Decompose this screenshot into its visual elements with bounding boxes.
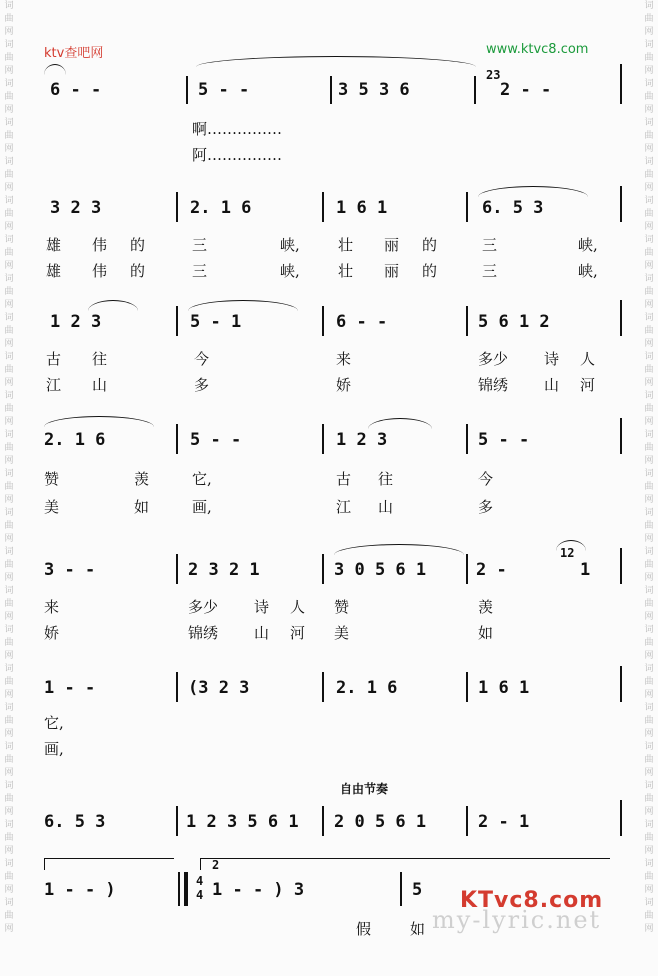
side-watermark-char: 曲 <box>644 716 654 726</box>
side-watermark-char: 网 <box>644 456 654 466</box>
side-watermark-char: 网 <box>644 261 654 271</box>
lyric-syllable: 如 <box>134 498 150 516</box>
slur <box>88 300 138 311</box>
slur <box>368 418 432 429</box>
measure-2: 5 - 1 <box>190 312 242 332</box>
barline <box>466 554 468 584</box>
barline <box>466 306 468 336</box>
side-watermark-char: 词 <box>644 820 654 830</box>
side-watermark-char: 网 <box>644 534 654 544</box>
side-watermark-char: 网 <box>4 729 14 739</box>
lyric-syllable: 往 <box>378 470 394 488</box>
side-watermark-char: 网 <box>4 924 14 934</box>
measure-1: 3 2 3 <box>50 198 102 218</box>
side-watermark-char: 网 <box>4 27 14 37</box>
side-watermark-char: 网 <box>4 534 14 544</box>
side-watermark-char: 网 <box>4 807 14 817</box>
side-watermark-char: 曲 <box>4 443 14 453</box>
lyric-syllable: 来 <box>336 350 352 368</box>
side-watermark-char: 词 <box>644 391 654 401</box>
measure-3: 2 0 5 6 1 <box>334 812 427 832</box>
side-watermark-char: 词 <box>4 313 14 323</box>
side-watermark-char: 网 <box>644 66 654 76</box>
side-watermark-char: 网 <box>644 495 654 505</box>
side-watermark-char: 网 <box>4 495 14 505</box>
side-watermark-char: 词 <box>4 508 14 518</box>
side-watermark-char: 曲 <box>4 326 14 336</box>
side-watermark-char: 词 <box>4 79 14 89</box>
side-watermark-char: 网 <box>644 690 654 700</box>
lyric-syllable: 多 <box>478 498 494 516</box>
measure-3: 3 0 5 6 1 <box>334 560 427 580</box>
tie-arc <box>44 416 154 427</box>
time-signature-bottom: 4 <box>196 888 204 902</box>
side-watermark-char: 曲 <box>644 365 654 375</box>
lyric-syllable: 锦绣 <box>478 376 509 394</box>
barline <box>176 306 178 336</box>
side-watermark-char: 词 <box>4 703 14 713</box>
barline <box>176 672 178 702</box>
lyric-syllable: 雄 <box>46 236 62 254</box>
measure-2: 5 - - <box>190 430 242 450</box>
side-watermark-char: 网 <box>644 417 654 427</box>
side-watermark-char: 网 <box>644 846 654 856</box>
lyric-syllable: 峡, <box>578 236 598 254</box>
lyric-syllable: 山 <box>92 376 108 394</box>
repeat-barline-thick <box>184 872 188 906</box>
time-signature-top: 4 <box>196 874 204 888</box>
lyric-syllable: 羡 <box>478 598 494 616</box>
side-watermark-char: 网 <box>4 690 14 700</box>
side-watermark-char: 网 <box>4 768 14 778</box>
faint-watermark: my-lyric.net <box>432 906 602 934</box>
lyric-syllable: 多 <box>194 376 210 394</box>
left-watermark-column <box>2 0 16 976</box>
lyric-syllable: 来 <box>44 598 60 616</box>
measure-4-end: 1 <box>580 560 591 580</box>
side-watermark-char: 词 <box>4 859 14 869</box>
side-watermark-char: 词 <box>644 742 654 752</box>
measure-3: 3 5 3 6 <box>338 80 410 100</box>
side-watermark-char: 曲 <box>644 911 654 921</box>
lyric-syllable: 它, <box>192 470 212 488</box>
tie-arc <box>188 300 298 311</box>
side-watermark-char: 词 <box>644 352 654 362</box>
lyric-syllable: 娇 <box>44 624 60 642</box>
side-watermark-char: 曲 <box>4 404 14 414</box>
measure-1: 6 - - <box>50 80 102 100</box>
bottom-logo: KTvc8.com <box>460 888 604 913</box>
side-watermark-char: 词 <box>644 313 654 323</box>
lyric-syllable: 三 <box>192 262 208 280</box>
side-watermark-char: 词 <box>644 274 654 284</box>
side-watermark-char: 曲 <box>644 443 654 453</box>
side-watermark-char: 词 <box>4 742 14 752</box>
side-watermark-char: 网 <box>4 183 14 193</box>
side-watermark-char: 网 <box>644 885 654 895</box>
side-watermark-char: 曲 <box>644 326 654 336</box>
side-watermark-char: 词 <box>4 820 14 830</box>
barline <box>620 64 622 104</box>
side-watermark-char: 网 <box>644 768 654 778</box>
barline <box>620 800 622 836</box>
watermark-left: ktv查吧网 <box>44 46 104 61</box>
side-watermark-char: 网 <box>644 222 654 232</box>
lyric-syllable: 河 <box>580 376 596 394</box>
lyric-syllable: 画, <box>192 498 212 516</box>
volta-bracket-1-end <box>44 858 45 870</box>
side-watermark-char: 网 <box>4 846 14 856</box>
lyric-syllable: 古 <box>46 350 62 368</box>
barline <box>620 666 622 702</box>
side-watermark-char: 网 <box>4 144 14 154</box>
side-watermark-char: 曲 <box>4 599 14 609</box>
barline <box>322 554 324 584</box>
side-watermark-char: 曲 <box>4 482 14 492</box>
side-watermark-char: 网 <box>644 924 654 934</box>
lyric-syllable: 人 <box>290 598 306 616</box>
lyric-syllable: 古 <box>336 470 352 488</box>
side-watermark-char: 曲 <box>644 209 654 219</box>
measure-3: 1 6 1 <box>336 198 388 218</box>
barline <box>400 872 402 906</box>
side-watermark-char: 曲 <box>4 911 14 921</box>
lyric-syllable: 江 <box>46 376 62 394</box>
barline <box>620 418 622 454</box>
side-watermark-char: 词 <box>644 157 654 167</box>
slur <box>44 64 66 75</box>
side-watermark-char: 词 <box>644 469 654 479</box>
lyric-syllable: 峡, <box>578 262 598 280</box>
barline <box>620 186 622 222</box>
volta-number: 2 <box>212 858 220 872</box>
side-watermark-char: 曲 <box>4 53 14 63</box>
lyric-syllable: 赞 <box>44 470 60 488</box>
side-watermark-char: 词 <box>4 352 14 362</box>
lyric-line-1: 啊…………… <box>192 120 283 138</box>
lyric-syllable: 美 <box>44 498 60 516</box>
lyric-syllable: 如 <box>410 920 426 938</box>
measure-1: 2. 1 6 <box>44 430 106 450</box>
measure-1: 1 2 3 <box>50 312 102 332</box>
lyric-line-2: 阿…………… <box>192 146 283 164</box>
side-watermark-char: 曲 <box>644 404 654 414</box>
measure-1: 1 - - ) <box>44 880 116 900</box>
measure-3: 1 2 3 <box>336 430 388 450</box>
measure-2: (3 2 3 <box>188 678 250 698</box>
side-watermark-char: 网 <box>4 222 14 232</box>
side-watermark-char: 曲 <box>4 560 14 570</box>
side-watermark-char: 曲 <box>644 521 654 531</box>
lyric-syllable: 诗 <box>254 598 270 616</box>
lyric-syllable: 娇 <box>336 376 352 394</box>
side-watermark-char: 曲 <box>4 716 14 726</box>
lyric-syllable: 赞 <box>334 598 350 616</box>
lyric-syllable: 伟 <box>92 262 108 280</box>
volta-bracket-2 <box>200 858 610 859</box>
side-watermark-char: 曲 <box>644 755 654 765</box>
side-watermark-char: 网 <box>644 105 654 115</box>
side-watermark-char: 曲 <box>4 365 14 375</box>
side-watermark-char: 曲 <box>644 14 654 24</box>
side-watermark-char: 曲 <box>644 92 654 102</box>
side-watermark-char: 曲 <box>644 482 654 492</box>
side-watermark-char: 曲 <box>644 872 654 882</box>
side-watermark-char: 网 <box>4 339 14 349</box>
measure-4: 2 - <box>476 560 507 580</box>
measure-4: 6. 5 3 <box>482 198 544 218</box>
lyric-syllable: 峡, <box>280 236 300 254</box>
lyric-syllable: 的 <box>130 236 146 254</box>
measure-2: 2 3 2 1 <box>188 560 260 580</box>
measure-3: 6 - - <box>336 312 388 332</box>
side-watermark-char: 词 <box>4 664 14 674</box>
side-watermark-char: 网 <box>644 612 654 622</box>
side-watermark-char: 曲 <box>4 248 14 258</box>
side-watermark-char: 词 <box>4 547 14 557</box>
side-watermark-char: 网 <box>644 651 654 661</box>
tie-arc <box>196 56 476 67</box>
lyric-syllable: 山 <box>378 498 394 516</box>
side-watermark-char: 词 <box>4 235 14 245</box>
side-watermark-char: 词 <box>644 898 654 908</box>
side-watermark-char: 网 <box>644 144 654 154</box>
barline <box>474 76 476 104</box>
side-watermark-char: 网 <box>4 885 14 895</box>
side-watermark-char: 网 <box>4 417 14 427</box>
lyric-syllable: 壮 <box>338 262 354 280</box>
side-watermark-char: 网 <box>4 378 14 388</box>
barline <box>620 300 622 336</box>
side-watermark-char: 网 <box>644 339 654 349</box>
barline <box>330 76 332 104</box>
side-watermark-char: 词 <box>4 196 14 206</box>
side-watermark-char: 网 <box>644 378 654 388</box>
lyric-syllable: 河 <box>290 624 306 642</box>
lyric-syllable: 三 <box>482 236 498 254</box>
lyric-syllable: 三 <box>192 236 208 254</box>
side-watermark-char: 词 <box>644 1 654 11</box>
side-watermark-char: 网 <box>644 729 654 739</box>
side-watermark-char: 网 <box>4 573 14 583</box>
side-watermark-char: 词 <box>644 196 654 206</box>
lyric-syllable: 多少 <box>478 350 509 368</box>
side-watermark-char: 网 <box>4 66 14 76</box>
side-watermark-char: 词 <box>4 625 14 635</box>
barline <box>322 306 324 336</box>
measure-1: 1 - - <box>44 678 96 698</box>
measure-1: 6. 5 3 <box>44 812 106 832</box>
volta-bracket-2-start <box>200 858 201 870</box>
side-watermark-char: 词 <box>4 40 14 50</box>
side-watermark-char: 词 <box>644 547 654 557</box>
side-watermark-char: 曲 <box>4 521 14 531</box>
side-watermark-char: 词 <box>4 274 14 284</box>
side-watermark-char: 曲 <box>4 131 14 141</box>
lyric-line-2: 画, <box>44 740 64 758</box>
grace-notes: 12 <box>560 546 575 560</box>
side-watermark-char: 网 <box>4 300 14 310</box>
side-watermark-char: 词 <box>4 781 14 791</box>
lyric-syllable: 峡, <box>280 262 300 280</box>
barline <box>176 554 178 584</box>
side-watermark-char: 词 <box>644 781 654 791</box>
tempo-marking: 自由节奏 <box>340 782 389 796</box>
tie-arc <box>478 186 588 197</box>
lyric-syllable: 壮 <box>338 236 354 254</box>
side-watermark-char: 词 <box>4 118 14 128</box>
side-watermark-char: 曲 <box>4 872 14 882</box>
lyric-syllable: 往 <box>92 350 108 368</box>
lyric-syllable: 雄 <box>46 262 62 280</box>
side-watermark-char: 词 <box>644 508 654 518</box>
measure-4: 5 6 1 2 <box>478 312 550 332</box>
side-watermark-char: 曲 <box>4 794 14 804</box>
side-watermark-char: 网 <box>644 300 654 310</box>
barline <box>466 806 468 836</box>
side-watermark-char: 词 <box>644 664 654 674</box>
lyric-syllable: 的 <box>422 236 438 254</box>
measure-4: 1 6 1 <box>478 678 530 698</box>
side-watermark-char: 曲 <box>644 131 654 141</box>
side-watermark-char: 词 <box>4 469 14 479</box>
measure-2: 1 - - ) 3 <box>212 880 305 900</box>
barline <box>466 424 468 454</box>
lyric-syllable: 山 <box>544 376 560 394</box>
measure-2: 1 2 3 5 6 1 <box>186 812 299 832</box>
measure-4: 2 - - <box>500 80 552 100</box>
measure-4: 2 - 1 <box>478 812 530 832</box>
barline <box>322 806 324 836</box>
side-watermark-char: 网 <box>4 612 14 622</box>
lyric-syllable: 丽 <box>384 236 400 254</box>
side-watermark-char: 词 <box>4 586 14 596</box>
barline <box>620 548 622 584</box>
side-watermark-char: 曲 <box>4 14 14 24</box>
volta-bracket-1 <box>44 858 174 859</box>
side-watermark-char: 曲 <box>644 53 654 63</box>
side-watermark-char: 曲 <box>644 638 654 648</box>
barline <box>322 424 324 454</box>
lyric-syllable: 的 <box>130 262 146 280</box>
barline <box>322 672 324 702</box>
side-watermark-char: 网 <box>4 261 14 271</box>
lyric-line-1: 它, <box>44 714 64 732</box>
side-watermark-char: 词 <box>4 898 14 908</box>
measure-3: 2. 1 6 <box>336 678 398 698</box>
lyric-syllable: 的 <box>422 262 438 280</box>
side-watermark-char: 网 <box>644 573 654 583</box>
lyric-syllable: 诗 <box>544 350 560 368</box>
side-watermark-char: 网 <box>644 807 654 817</box>
side-watermark-char: 曲 <box>4 170 14 180</box>
side-watermark-char: 词 <box>644 703 654 713</box>
side-watermark-char: 曲 <box>4 638 14 648</box>
side-watermark-char: 词 <box>4 157 14 167</box>
side-watermark-char: 曲 <box>644 248 654 258</box>
measure-3: 5 <box>412 880 423 900</box>
side-watermark-char: 曲 <box>644 677 654 687</box>
side-watermark-char: 曲 <box>644 560 654 570</box>
barline <box>176 192 178 222</box>
barline <box>186 76 188 104</box>
lyric-syllable: 今 <box>194 350 210 368</box>
lyric-syllable: 三 <box>482 262 498 280</box>
barline <box>322 192 324 222</box>
tie-arc <box>334 544 464 555</box>
side-watermark-char: 曲 <box>4 755 14 765</box>
side-watermark-char: 网 <box>4 651 14 661</box>
measure-1: 3 - - <box>44 560 96 580</box>
side-watermark-char: 词 <box>4 430 14 440</box>
side-watermark-char: 词 <box>644 235 654 245</box>
barline <box>466 672 468 702</box>
measure-2: 2. 1 6 <box>190 198 252 218</box>
barline <box>176 424 178 454</box>
measure-4: 5 - - <box>478 430 530 450</box>
side-watermark-char: 词 <box>644 118 654 128</box>
side-watermark-char: 曲 <box>644 170 654 180</box>
lyric-syllable: 伟 <box>92 236 108 254</box>
lyric-syllable: 多少 <box>188 598 219 616</box>
side-watermark-char: 词 <box>644 40 654 50</box>
measure-2: 5 - - <box>198 80 250 100</box>
lyric-syllable: 锦绣 <box>188 624 219 642</box>
lyric-syllable: 如 <box>478 624 494 642</box>
side-watermark-char: 网 <box>644 27 654 37</box>
side-watermark-char: 词 <box>4 1 14 11</box>
lyric-syllable: 人 <box>580 350 596 368</box>
watermark-right: www.ktvc8.com <box>486 42 589 57</box>
side-watermark-char: 词 <box>644 859 654 869</box>
side-watermark-char: 曲 <box>4 677 14 687</box>
side-watermark-char: 曲 <box>4 287 14 297</box>
right-watermark-column <box>642 0 656 976</box>
lyric-syllable: 江 <box>336 498 352 516</box>
lyric-syllable: 假 <box>356 920 372 938</box>
side-watermark-char: 词 <box>644 586 654 596</box>
barline <box>176 806 178 836</box>
side-watermark-char: 网 <box>4 456 14 466</box>
side-watermark-char: 词 <box>644 79 654 89</box>
lyric-syllable: 羡 <box>134 470 150 488</box>
side-watermark-char: 词 <box>4 391 14 401</box>
side-watermark-char: 曲 <box>4 833 14 843</box>
barline <box>466 192 468 222</box>
side-watermark-char: 词 <box>644 430 654 440</box>
side-watermark-char: 词 <box>644 625 654 635</box>
side-watermark-char: 网 <box>4 105 14 115</box>
side-watermark-char: 曲 <box>4 209 14 219</box>
side-watermark-char: 曲 <box>644 287 654 297</box>
repeat-barline <box>178 872 180 906</box>
lyric-syllable: 山 <box>254 624 270 642</box>
lyric-syllable: 丽 <box>384 262 400 280</box>
lyric-syllable: 今 <box>478 470 494 488</box>
side-watermark-char: 曲 <box>644 833 654 843</box>
side-watermark-char: 网 <box>644 183 654 193</box>
side-watermark-char: 曲 <box>4 92 14 102</box>
side-watermark-char: 曲 <box>644 794 654 804</box>
lyric-syllable: 美 <box>334 624 350 642</box>
grace-notes: 23 <box>486 68 501 82</box>
side-watermark-char: 曲 <box>644 599 654 609</box>
